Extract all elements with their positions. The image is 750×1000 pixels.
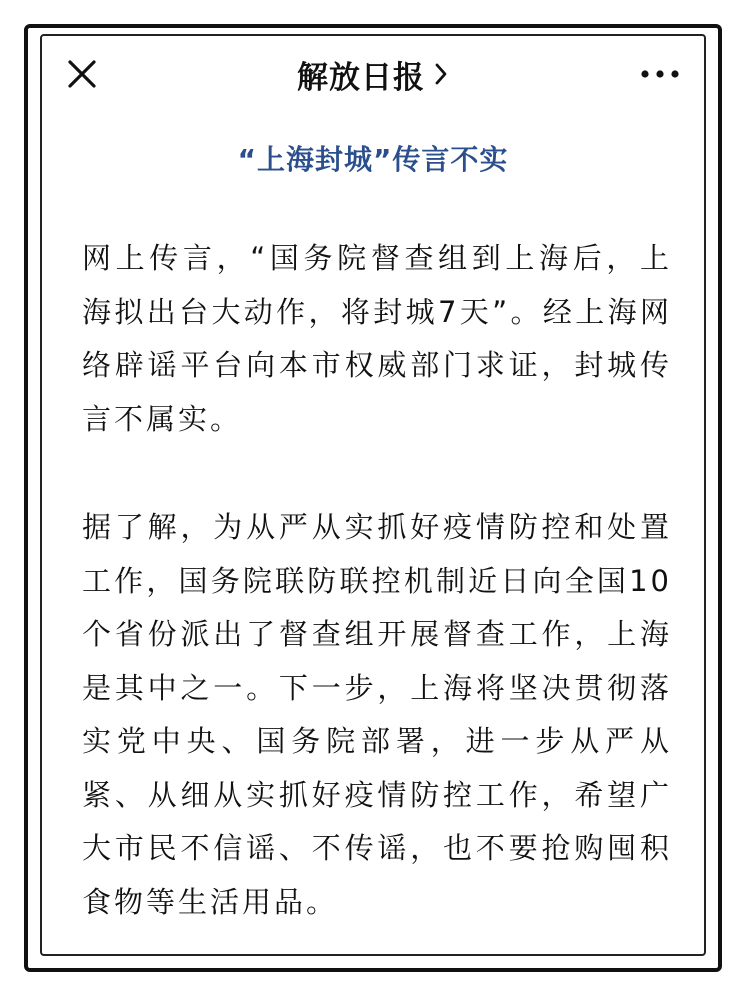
article-title: “上海封城”传言不实 — [237, 143, 509, 176]
app-header — [40, 40, 706, 110]
more-options-button[interactable] — [636, 50, 684, 98]
article-body — [82, 232, 672, 929]
account-name: 解放日报 — [297, 59, 425, 96]
article-paragraph: 网上传言，“国务院督查组到上海后，上海拟出台大动作，将封城7天”。经上海网络辟谣平台向本市权威部门求证，封城传言不属实。 — [82, 241, 672, 436]
more-horizontal-icon — [640, 68, 680, 80]
chevron-right-icon — [433, 61, 449, 87]
article-paragraph: 据了解，为从严从实抓好疫情防控和处置工作，国务院联防联控机制近日向全国10个省份派出了督查组开展督查工作，上海是其中之一。下一步，上海将坚决贯彻落实党中央、国务院部署，进一步从严从紧、从细从实抓好疫情防控工作，希望广大市民不信谣、不传谣，也不要抢购囤积食物等生活用品。 — [82, 510, 672, 919]
header-title-area — [40, 50, 706, 98]
close-icon — [58, 50, 106, 98]
account-name-link[interactable] — [297, 52, 449, 97]
close-button[interactable] — [58, 50, 106, 98]
